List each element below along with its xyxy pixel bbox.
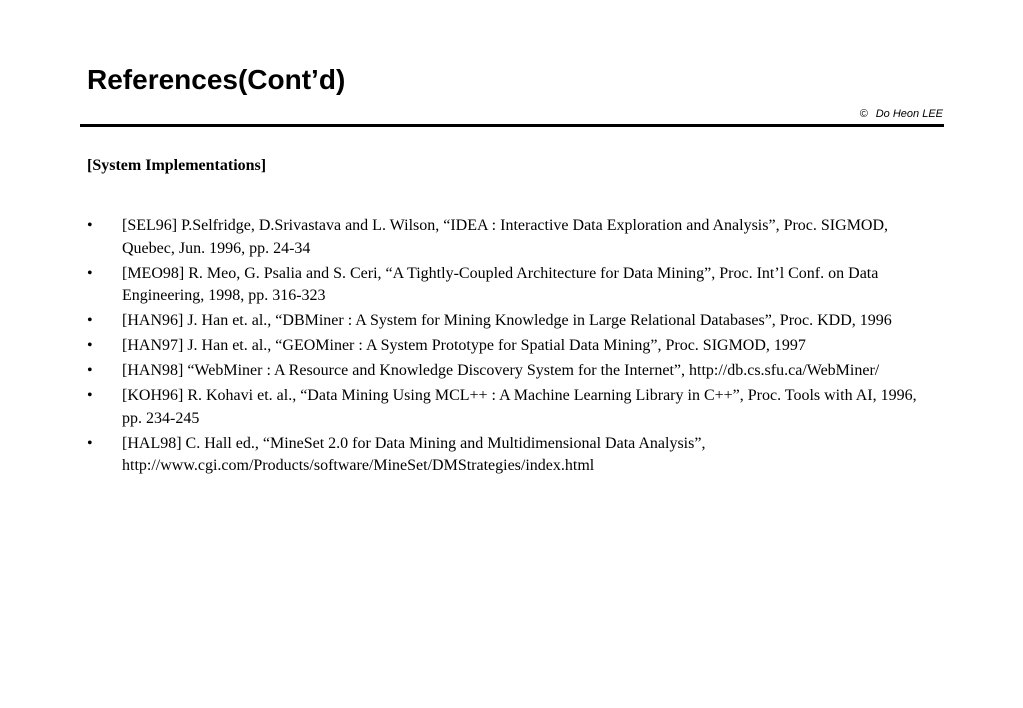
- bullet-icon: •: [87, 217, 93, 234]
- bullet-icon: •: [87, 264, 93, 282]
- bullet-icon: •: [87, 434, 93, 452]
- reference-list: [87, 215, 937, 480]
- bullet-icon: •: [87, 312, 93, 329]
- author-credit: [860, 107, 943, 121]
- copyright-icon: ©: [859, 108, 868, 120]
- reference-item-han96: [87, 310, 937, 333]
- reference-item-meo98: [87, 263, 937, 308]
- author-name: Do Heon LEE: [875, 108, 943, 120]
- reference-item-koh96: [87, 385, 937, 430]
- bullet-icon: •: [87, 387, 93, 404]
- section-heading: [System Implementations]: [87, 157, 267, 174]
- reference-text: [SEL96] P.Selfridge, D.Srivastava and L. Wilson, “IDEA : Interactive Data Exploration and Analysis”, Proc. SIGMOD, Quebec, Jun. 1996, pp. 24-34: [122, 217, 889, 257]
- header-divider: [80, 124, 944, 127]
- page-title: References(Cont’d): [87, 64, 346, 95]
- reference-item-han97: [87, 335, 937, 358]
- reference-item-sel96: [87, 215, 937, 260]
- reference-item-hal98: [87, 433, 937, 478]
- reference-text: [HAN98] “WebMiner : A Resource and Knowledge Discovery System for the Internet”, http://db.cs.sfu.ca/WebMiner/: [122, 362, 880, 379]
- reference-item-han98: [87, 360, 937, 383]
- reference-text: [KOH96] R. Kohavi et. al., “Data Mining Using MCL++ : A Machine Learning Library in C++”, Proc. Tools with AI, 1996, pp. 234-245: [122, 387, 917, 427]
- reference-text: [MEO98] R. Meo, G. Psalia and S. Ceri, “A Tightly-Coupled Architecture for Data Mining”, Proc. Int’l Conf. on Data Engineering, 1998, pp. 316-323: [122, 264, 879, 304]
- reference-text: [HAN97] J. Han et. al., “GEOMiner : A System Prototype for Spatial Data Mining”, Proc. SIGMOD, 1997: [122, 337, 806, 354]
- bullet-icon: •: [87, 362, 93, 379]
- reference-text: [HAN96] J. Han et. al., “DBMiner : A System for Mining Knowledge in Large Relational Databases”, Proc. KDD, 1996: [122, 312, 892, 329]
- reference-text: [HAL98] C. Hall ed., “MineSet 2.0 for Data Mining and Multidimensional Data Analysis”, http://www.cgi.com/Products/software/MineSet/DMStrategies/index.html: [122, 434, 706, 474]
- bullet-icon: •: [87, 337, 93, 354]
